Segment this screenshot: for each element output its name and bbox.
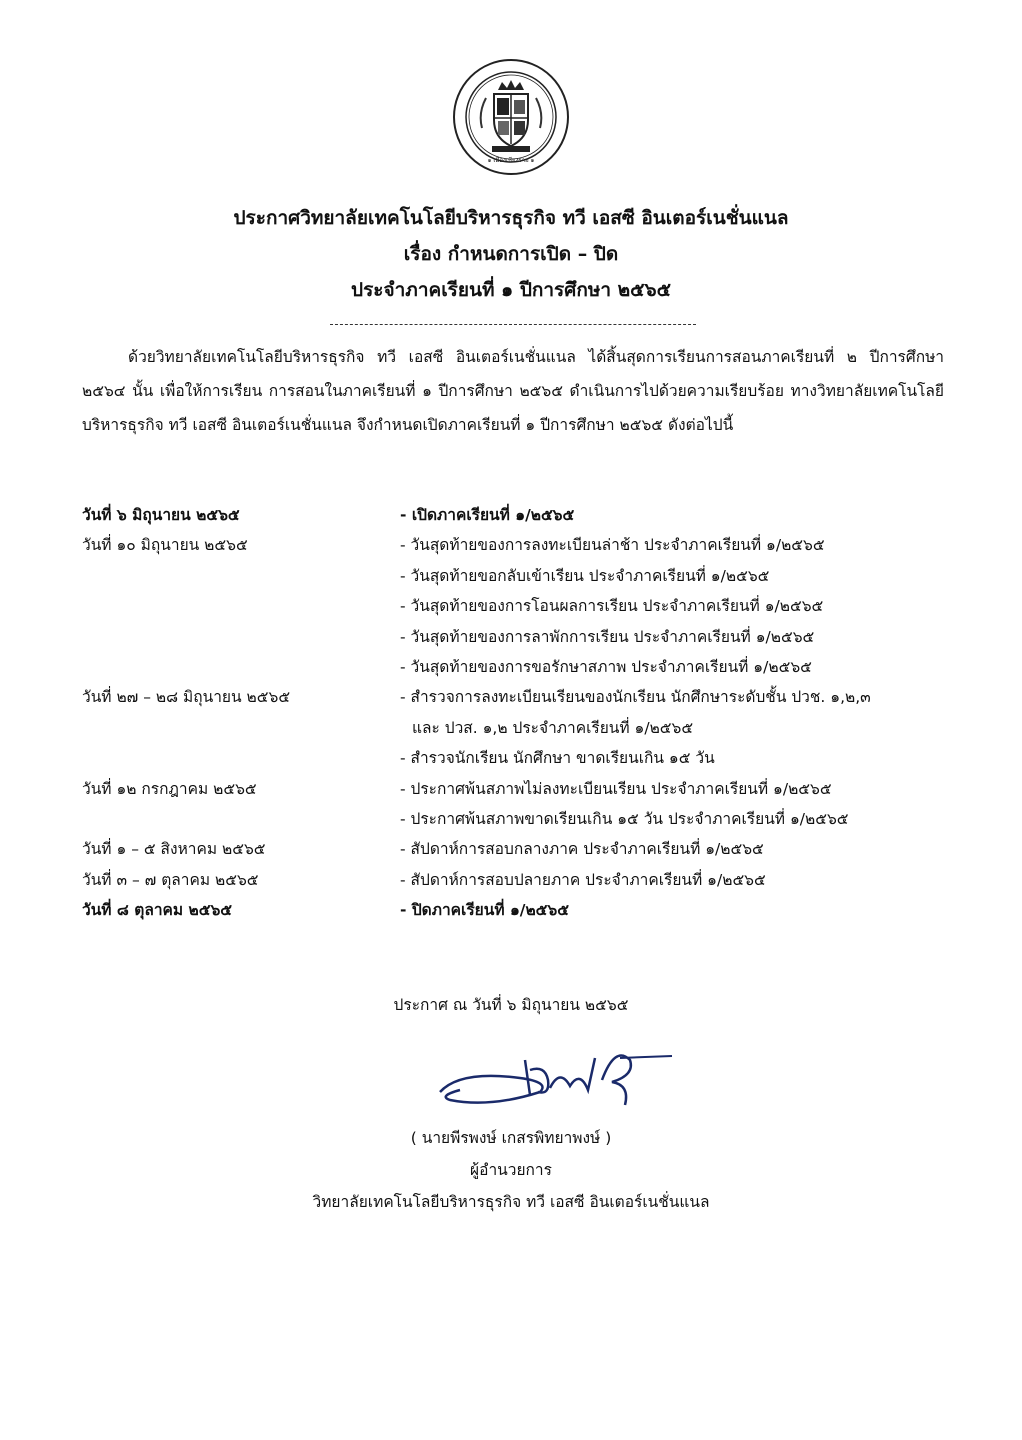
schedule-date: วันที่ ๑๐ มิถุนายน ๒๕๖๕	[82, 536, 248, 555]
schedule-date	[82, 713, 400, 743]
schedule-row	[82, 895, 962, 925]
schedule-date: วันที่ ๘ ตุลาคม ๒๕๖๕	[82, 901, 233, 920]
announcement-date: ประกาศ ณ วันที่ ๖ มิถุนายน ๒๕๖๕	[393, 996, 629, 1014]
signer-organization: วิทยาลัยเทคโนโลยีบริหารธุรกิจ ทวี เอสซี อินเตอร์เนชั่นแนล	[312, 1193, 710, 1211]
schedule-row	[82, 622, 962, 652]
schedule-date	[82, 591, 400, 621]
schedule-date: วันที่ ๑ – ๕ สิงหาคม ๒๕๖๕	[82, 840, 266, 859]
schedule-event: - เปิดภาคเรียนที่ ๑/๒๕๖๕	[400, 506, 575, 524]
schedule-date	[82, 743, 400, 773]
schedule-date: วันที่ ๓ – ๗ ตุลาคม ๒๕๖๕	[82, 870, 259, 889]
schedule-event: - สัปดาห์การสอบกลางภาค ประจำภาคเรียนที่ ๑/๒๕๖๕	[400, 840, 764, 859]
schedule-event: และ ปวส. ๑,๒ ประจำภาคเรียนที่ ๑/๒๕๖๕	[412, 718, 694, 737]
schedule-row	[82, 743, 962, 773]
intro-paragraph	[82, 340, 944, 442]
schedule-row	[82, 561, 962, 591]
schedule-event: - วันสุดท้ายของการขอรักษาสภาพ ประจำภาคเรียนที่ ๑/๒๕๖๕	[400, 657, 812, 676]
schedule-date	[82, 804, 400, 834]
schedule-event: - ปิดภาคเรียนที่ ๑/๒๕๖๕	[400, 901, 569, 920]
schedule-event: - วันสุดท้ายของการโอนผลการเรียน ประจำภาคเรียนที่ ๑/๒๕๖๕	[400, 597, 824, 616]
handwritten-signature	[430, 1040, 680, 1120]
schedule-date	[82, 652, 400, 682]
schedule-row	[82, 865, 962, 895]
schedule-event: - ประกาศพ้นสภาพไม่ลงทะเบียนเรียน ประจำภาคเรียนที่ ๑/๒๕๖๕	[400, 779, 832, 798]
schedule-row	[82, 591, 962, 621]
schedule-event: - วันสุดท้ายขอกลับเข้าเรียน ประจำภาคเรียนที่ ๑/๒๕๖๕	[400, 566, 770, 585]
svg-text:๑ เมืองเชียงราย ๑: ๑ เมืองเชียงราย ๑	[487, 157, 535, 164]
schedule-event: - สัปดาห์การสอบปลายภาค ประจำภาคเรียนที่ ๑/๒๕๖๕	[400, 870, 766, 889]
schedule-row	[82, 530, 962, 560]
schedule-date: วันที่ ๖ มิถุนายน ๒๕๖๕	[82, 506, 240, 524]
document-title: ประกาศวิทยาลัยเทคโนโลยีบริหารธุรกิจ ทวี เอสซี อินเตอร์เนชั่นแนล	[233, 207, 789, 229]
schedule-date: วันที่ ๑๒ กรกฎาคม ๒๕๖๕	[82, 779, 257, 798]
schedule-event: - วันสุดท้ายของการลาพักการเรียน ประจำภาคเรียนที่ ๑/๒๕๖๕	[400, 627, 815, 646]
schedule-event: - สำรวจการลงทะเบียนเรียนของนักเรียน นักศึกษาระดับชั้น ปวช. ๑,๒,๓	[400, 688, 871, 707]
signer-position: ผู้อำนวยการ	[470, 1161, 552, 1179]
schedule-row	[82, 652, 962, 682]
schedule-event: - สำรวจนักเรียน นักศึกษา ขาดเรียนเกิน ๑๕ วัน	[400, 749, 715, 768]
intro-text: ด้วยวิทยาลัยเทคโนโลยีบริหารธุรกิจ ทวี เอสซี อินเตอร์เนชั่นแนล ได้สิ้นสุดการเรียนการสอนภาคเรียนที่ ๒ ปีการศึกษา ๒๕๖๔ นั้น เพื่อให้การเรียน การสอนในภาคเรียนที่ ๑ ปีการศึกษา ๒๕๖๕ ดำเนินการไปด้วยความเรียบร้อย ทางวิทยาลัยเทคโนโลยีบริหารธุรกิจ ทวี เอสซี อินเตอร์เนชั่นแนล จึงกำหนดเปิดภาคเรียนที่ ๑ ปีการศึกษา ๒๕๖๕ ดังต่อไปนี้	[82, 348, 944, 434]
schedule-table	[82, 500, 962, 925]
schedule-date	[82, 622, 400, 652]
signer-name: ( นายพีรพงษ์ เกสรพิทยาพงษ์ )	[410, 1129, 612, 1147]
schedule-row	[82, 713, 962, 743]
schedule-event: - วันสุดท้ายของการลงทะเบียนล่าช้า ประจำภาคเรียนที่ ๑/๒๕๖๕	[400, 536, 825, 555]
signer-block	[0, 1122, 1022, 1218]
document-title-block	[0, 200, 1022, 308]
college-seal-logo	[452, 58, 570, 176]
title-divider	[330, 324, 696, 325]
schedule-row	[82, 682, 962, 712]
schedule-event: - ประกาศพ้นสภาพขาดเรียนเกิน ๑๕ วัน ประจำภาคเรียนที่ ๑/๒๕๖๕	[400, 809, 849, 828]
document-term: ประจำภาคเรียนที่ ๑ ปีการศึกษา ๒๕๖๕	[351, 279, 671, 301]
schedule-row	[82, 804, 962, 834]
schedule-date: วันที่ ๒๗ – ๒๘ มิถุนายน ๒๕๖๕	[82, 688, 291, 707]
schedule-row	[82, 500, 962, 530]
schedule-row	[82, 774, 962, 804]
schedule-date	[82, 561, 400, 591]
schedule-row	[82, 834, 962, 864]
document-subject: เรื่อง กำหนดการเปิด – ปิด	[403, 243, 619, 265]
